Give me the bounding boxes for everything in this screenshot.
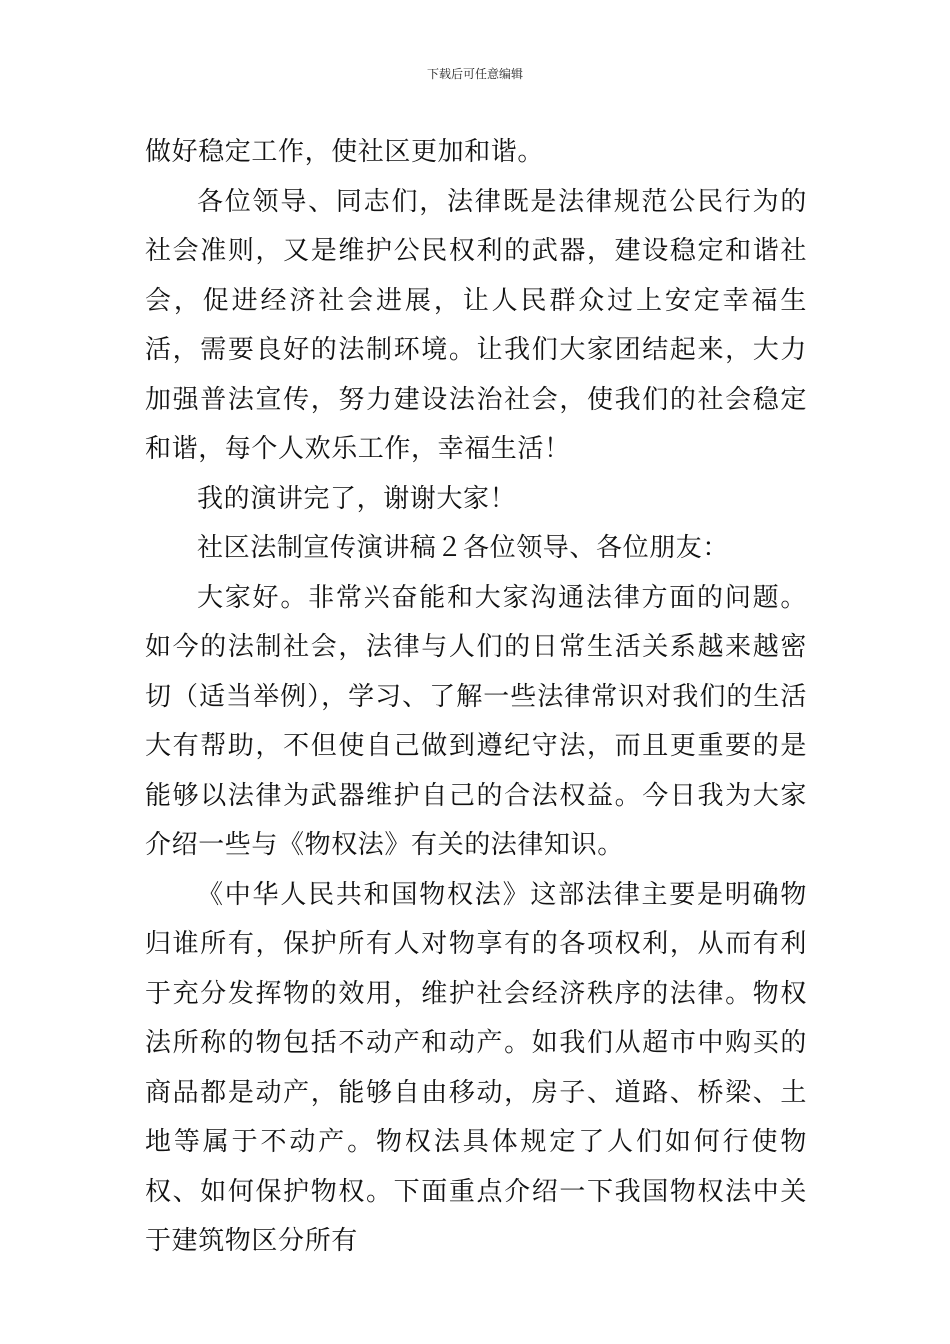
paragraph-2: 各位领导、同志们，法律既是法律规范公民行为的社会准则，又是维护公民权利的武器，建设稳定和谐社会，促进经济社会进展，让人民群众过上安定幸福生活，需要良好的法制环境。让我们大家团结起来，大力加强普法宣传，努力建设法治社会，使我们的社会稳定和谐，每个人欢乐工作，幸福生活！ [145,186,807,464]
document-body [145,128,807,1267]
paragraph-6: 《中华人民共和国物权法》这部法律主要是明确物归谁所有，保护所有人对物享有的各项权利，从而有利于充分发挥物的效用，维护社会经济秩序的法律。物权法所称的物包括不动产和动产。如我们从超市中购买的商品都是动产，能够自由移动，房子、道路、桥梁、土地等属于不动产。物权法具体规定了人们如何行使物权、如何保护物权。下面重点介绍一下我国物权法中关于建筑物区分所有 [145,879,807,1256]
paragraph-5: 大家好。非常兴奋能和大家沟通法律方面的问题。如今的法制社会，法律与人们的日常生活关系越来越密切（适当举例），学习、了解一些法律常识对我们的生活大有帮助，不但使自己做到遵纪守法，而且更重要的是能够以法律为武器维护自己的合法权益。今日我为大家介绍一些与《物权法》有关的法律知识。 [145,582,807,860]
page-header: 下载后可任意编辑 [426,67,523,81]
paragraph-4: 社区法制宣传演讲稿２各位领导、各位朋友： [197,533,730,563]
paragraph-1: 做好稳定工作，使社区更加和谐。 [145,137,545,167]
paragraph-3: 我的演讲完了，谢谢大家！ [197,483,517,514]
